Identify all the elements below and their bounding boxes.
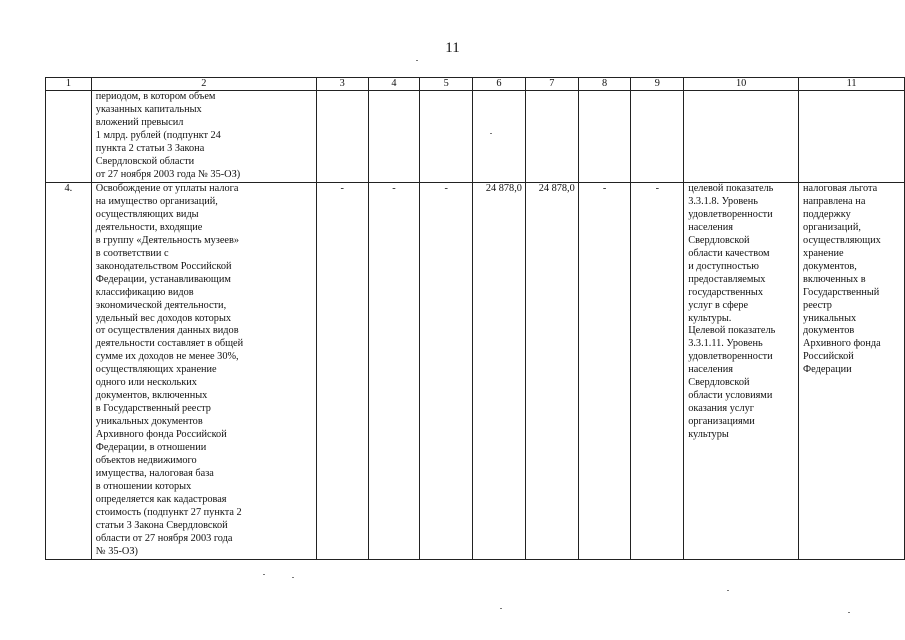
- description-cell: Освобождение от уплаты налога на имущество организаций, осуществляющих виды деятельности, входящие в группу «Деятельность музеев» в соответствии с законодательством Российской Федерации, устанавливающим классификацию видов экономической деятельности, удельный вес доходов которых от осуществления данных видов деятельности составляет в общей сумме их доходов не менее 30%, осуществляющих хранение одного или нескольких документов, включенных в Государственный реестр уникальных документов Архивного фонда Российской Федерации, в отношении объектов недвижимого имущества, налоговая база в отношении которых определяется как кадастровая стоимость (подпункт 27 пункта 2 статьи 3 Закона Свердловской области от 27 ноября 2003 года № 35-ОЗ): [91, 183, 316, 560]
- value-cell: -: [420, 183, 473, 560]
- column-header: 4: [368, 78, 420, 91]
- column-header: 11: [799, 78, 905, 91]
- description-cell: периодом, в котором объем указанных капитальных вложений превысил 1 млрд. рублей (подпункт 24 пункта 2 статьи 3 Закона Свердловской области от 27 ноября 2003 года № 35-ОЗ): [91, 91, 316, 183]
- value-cell: [525, 91, 578, 183]
- value-cell: -: [631, 183, 684, 560]
- scan-speck: [727, 590, 729, 591]
- purpose-cell: [799, 91, 905, 183]
- column-header: 5: [420, 78, 473, 91]
- scan-speck: [490, 133, 492, 134]
- table-row: [46, 183, 905, 560]
- scan-speck: [263, 574, 265, 575]
- table-row: [46, 91, 905, 183]
- value-cell: [473, 91, 526, 183]
- column-header: 3: [316, 78, 368, 91]
- target-indicator-cell: [684, 91, 799, 183]
- value-cell: [578, 91, 631, 183]
- page-number: 11: [445, 40, 460, 56]
- value-cell: -: [316, 183, 368, 560]
- value-cell: [316, 91, 368, 183]
- column-header: 9: [631, 78, 684, 91]
- column-header: 1: [46, 78, 92, 91]
- value-cell: 24 878,0: [525, 183, 578, 560]
- column-header: 7: [525, 78, 578, 91]
- value-cell: -: [578, 183, 631, 560]
- value-cell: 24 878,0: [473, 183, 526, 560]
- value-cell: [420, 91, 473, 183]
- column-header: 2: [91, 78, 316, 91]
- row-number-cell: [46, 91, 92, 183]
- scan-speck: [416, 60, 418, 61]
- column-header: 8: [578, 78, 631, 91]
- row-number-cell: 4.: [46, 183, 92, 560]
- benefits-table: [45, 77, 905, 560]
- scan-speck: [500, 608, 502, 609]
- scan-speck: [848, 612, 850, 613]
- scan-speck: [292, 577, 294, 578]
- target-indicator-cell: целевой показатель 3.3.1.8. Уровень удовлетворенности населения Свердловской области качеством и доступностью предоставляемых государственных услуг в сфере культуры. Целевой показатель 3.3.1.11. Уровень удовлетворенности населения Свердловской области условиями оказания услуг организациями культуры: [684, 183, 799, 560]
- purpose-cell: налоговая льгота направлена на поддержку организаций, осуществляющих хранение документов, включенных в Государственный реестр уникальных документов Архивного фонда Российской Федерации: [799, 183, 905, 560]
- column-header: 6: [473, 78, 526, 91]
- value-cell: [368, 91, 420, 183]
- value-cell: -: [368, 183, 420, 560]
- value-cell: [631, 91, 684, 183]
- column-number-row: [46, 78, 905, 91]
- column-header: 10: [684, 78, 799, 91]
